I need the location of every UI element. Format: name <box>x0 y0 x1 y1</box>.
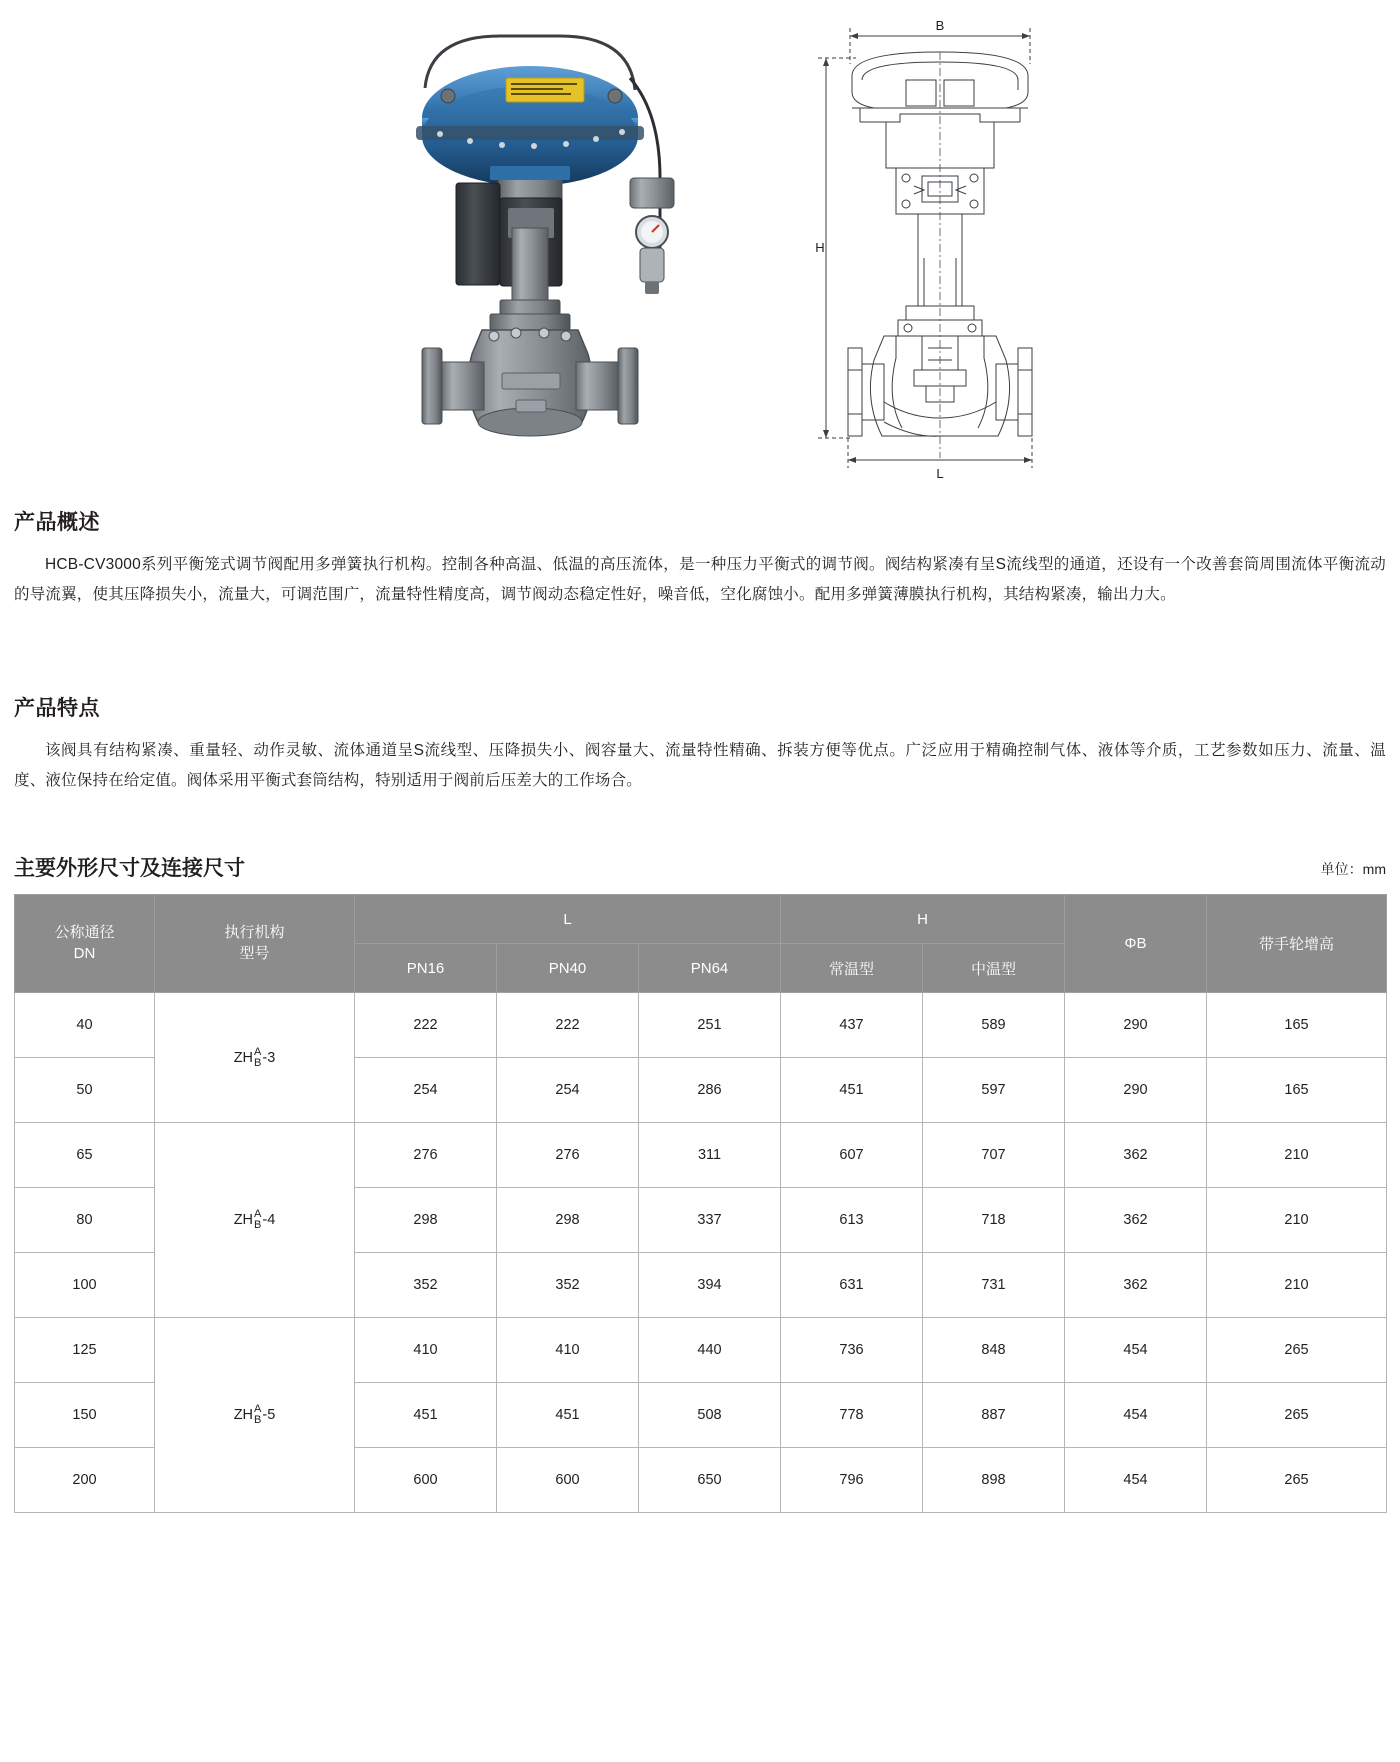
cell-handwheel: 265 <box>1207 1318 1387 1383</box>
cell-pn64: 337 <box>639 1188 781 1253</box>
th-actuator-line1: 执行机构 <box>224 924 285 942</box>
th-handwheel: 带手轮增高 <box>1207 895 1387 993</box>
cell-pn16: 254 <box>355 1058 497 1123</box>
model-suffix: -5 <box>262 1406 276 1423</box>
cell-pn16: 298 <box>355 1188 497 1253</box>
model-ab <box>254 1047 261 1069</box>
cell-normal: 736 <box>781 1318 923 1383</box>
cell-pn64: 650 <box>639 1448 781 1513</box>
table-row <box>15 1318 1387 1383</box>
cell-pn16: 222 <box>355 993 497 1058</box>
cell-pn40: 276 <box>497 1123 639 1188</box>
cell-dn: 65 <box>15 1123 155 1188</box>
cell-actuator-model <box>155 1318 355 1513</box>
cell-pn64: 286 <box>639 1058 781 1123</box>
section-features <box>0 692 1400 796</box>
table-row <box>15 993 1387 1058</box>
th-pn64: PN64 <box>639 944 781 993</box>
spacer <box>0 610 1400 666</box>
cell-pn40: 298 <box>497 1188 639 1253</box>
th-pn40: PN40 <box>497 944 639 993</box>
dimensions-table <box>14 894 1387 1513</box>
th-phib: ΦB <box>1065 895 1207 993</box>
model-sup: A <box>254 1208 262 1220</box>
section-overview-heading: 产品概述 <box>14 511 100 534</box>
product-photo <box>330 18 750 478</box>
cell-phib: 290 <box>1065 1058 1207 1123</box>
spacer-bottom <box>0 1513 1400 1553</box>
section-features-text: 该阀具有结构紧凑、重量轻、动作灵敏、流体通道呈S流线型、压降损失小、阀容量大、流量特性精确、拆装方便等优点。广泛应用于精确控制气体、液体等介质，工艺参数如压力、流量、温度、液位保持在给定值。阀体采用平衡式套筒结构，特别适用于阀前后压差大的工作场合。 <box>14 742 1386 789</box>
cell-dn: 200 <box>15 1448 155 1513</box>
th-actuator <box>155 895 355 993</box>
cell-normal: 607 <box>781 1123 923 1188</box>
model-sub: B <box>254 1414 262 1426</box>
model-sup: A <box>254 1403 262 1415</box>
cell-pn40: 352 <box>497 1253 639 1318</box>
cell-pn40: 254 <box>497 1058 639 1123</box>
section-overview-text: HCB-CV3000系列平衡笼式调节阀配用多弹簧执行机构。控制各种高温、低温的高压流体，是一种压力平衡式的调节阀。阀结构紧凑有呈S流线型的通道，还设有一个改善套筒周围流体平衡流动的导流翼，使其压降损失小，流量大，可调范围广，流量特性精度高，调节阀动态稳定性好，噪音低，空化腐蚀小。配用多弹簧薄膜执行机构，其结构紧凑，输出力大。 <box>14 556 1386 603</box>
th-group-h: H <box>781 895 1065 944</box>
table-row <box>15 1123 1387 1188</box>
th-pn16: PN16 <box>355 944 497 993</box>
cell-pn16: 410 <box>355 1318 497 1383</box>
cell-medium: 898 <box>923 1448 1065 1513</box>
cell-normal: 451 <box>781 1058 923 1123</box>
cell-normal: 437 <box>781 993 923 1058</box>
cell-medium: 848 <box>923 1318 1065 1383</box>
cell-pn40: 410 <box>497 1318 639 1383</box>
cell-normal: 613 <box>781 1188 923 1253</box>
model-sub: B <box>254 1056 262 1069</box>
table-body <box>15 993 1387 1513</box>
cell-medium: 707 <box>923 1123 1065 1188</box>
cell-medium: 731 <box>923 1253 1065 1318</box>
th-medium-temp: 中温型 <box>923 944 1065 993</box>
th-normal-temp: 常温型 <box>781 944 923 993</box>
cell-phib: 454 <box>1065 1383 1207 1448</box>
cell-handwheel: 265 <box>1207 1448 1387 1513</box>
model-suffix: -4 <box>262 1211 276 1228</box>
model-ab <box>254 1404 261 1426</box>
cell-dn: 50 <box>15 1058 155 1123</box>
cell-pn40: 600 <box>497 1448 639 1513</box>
cell-pn16: 276 <box>355 1123 497 1188</box>
cell-pn16: 352 <box>355 1253 497 1318</box>
cell-handwheel: 265 <box>1207 1383 1387 1448</box>
cross-section-drawing <box>810 18 1070 478</box>
cell-handwheel: 165 <box>1207 1058 1387 1123</box>
cell-dn: 100 <box>15 1253 155 1318</box>
cell-handwheel: 210 <box>1207 1188 1387 1253</box>
cell-dn: 80 <box>15 1188 155 1253</box>
table-header-row-1 <box>15 895 1387 944</box>
model-prefix: ZH <box>233 1049 254 1066</box>
cell-medium: 887 <box>923 1383 1065 1448</box>
cell-phib: 362 <box>1065 1188 1207 1253</box>
th-dn <box>15 895 155 993</box>
cell-phib: 362 <box>1065 1123 1207 1188</box>
cell-medium: 589 <box>923 993 1065 1058</box>
unit-note: 单位：mm <box>1320 861 1386 877</box>
cell-actuator-model <box>155 1123 355 1318</box>
cell-pn64: 440 <box>639 1318 781 1383</box>
dimensions-heading: 主要外形尺寸及连接尺寸 <box>14 857 245 880</box>
th-dn-line2: DN <box>73 944 96 962</box>
model-sup: A <box>254 1045 262 1058</box>
cell-phib: 454 <box>1065 1318 1207 1383</box>
spacer <box>0 796 1400 852</box>
cell-actuator-model <box>155 993 355 1123</box>
model-suffix: -3 <box>262 1049 276 1066</box>
cell-pn64: 508 <box>639 1383 781 1448</box>
cell-phib: 454 <box>1065 1448 1207 1513</box>
cell-normal: 796 <box>781 1448 923 1513</box>
cell-dn: 125 <box>15 1318 155 1383</box>
cell-normal: 778 <box>781 1383 923 1448</box>
dimensions-header <box>0 852 1400 882</box>
cell-phib: 290 <box>1065 993 1207 1058</box>
cell-pn40: 451 <box>497 1383 639 1448</box>
dimension-label-h: H <box>815 240 825 255</box>
cell-pn16: 600 <box>355 1448 497 1513</box>
model-sub: B <box>254 1219 262 1231</box>
cell-pn64: 311 <box>639 1123 781 1188</box>
cell-handwheel: 210 <box>1207 1123 1387 1188</box>
cell-handwheel: 210 <box>1207 1253 1387 1318</box>
model-prefix: ZH <box>233 1406 254 1423</box>
cell-dn: 150 <box>15 1383 155 1448</box>
model-ab <box>254 1209 261 1231</box>
cell-normal: 631 <box>781 1253 923 1318</box>
cell-medium: 597 <box>923 1058 1065 1123</box>
figure-row <box>0 0 1400 480</box>
dimension-label-b: B <box>935 18 945 33</box>
cell-medium: 718 <box>923 1188 1065 1253</box>
th-actuator-line2: 型号 <box>239 944 270 962</box>
th-group-l: L <box>355 895 781 944</box>
dimension-label-l: L <box>936 466 944 478</box>
cell-dn: 40 <box>15 993 155 1058</box>
section-overview <box>0 506 1400 610</box>
cell-pn64: 394 <box>639 1253 781 1318</box>
cell-phib: 362 <box>1065 1253 1207 1318</box>
th-dn-line1: 公称通径 <box>54 924 115 942</box>
model-prefix: ZH <box>233 1211 254 1228</box>
cell-pn16: 451 <box>355 1383 497 1448</box>
cell-pn40: 222 <box>497 993 639 1058</box>
cell-handwheel: 165 <box>1207 993 1387 1058</box>
cell-pn64: 251 <box>639 993 781 1058</box>
section-features-heading: 产品特点 <box>14 697 100 720</box>
table-head <box>15 895 1387 993</box>
